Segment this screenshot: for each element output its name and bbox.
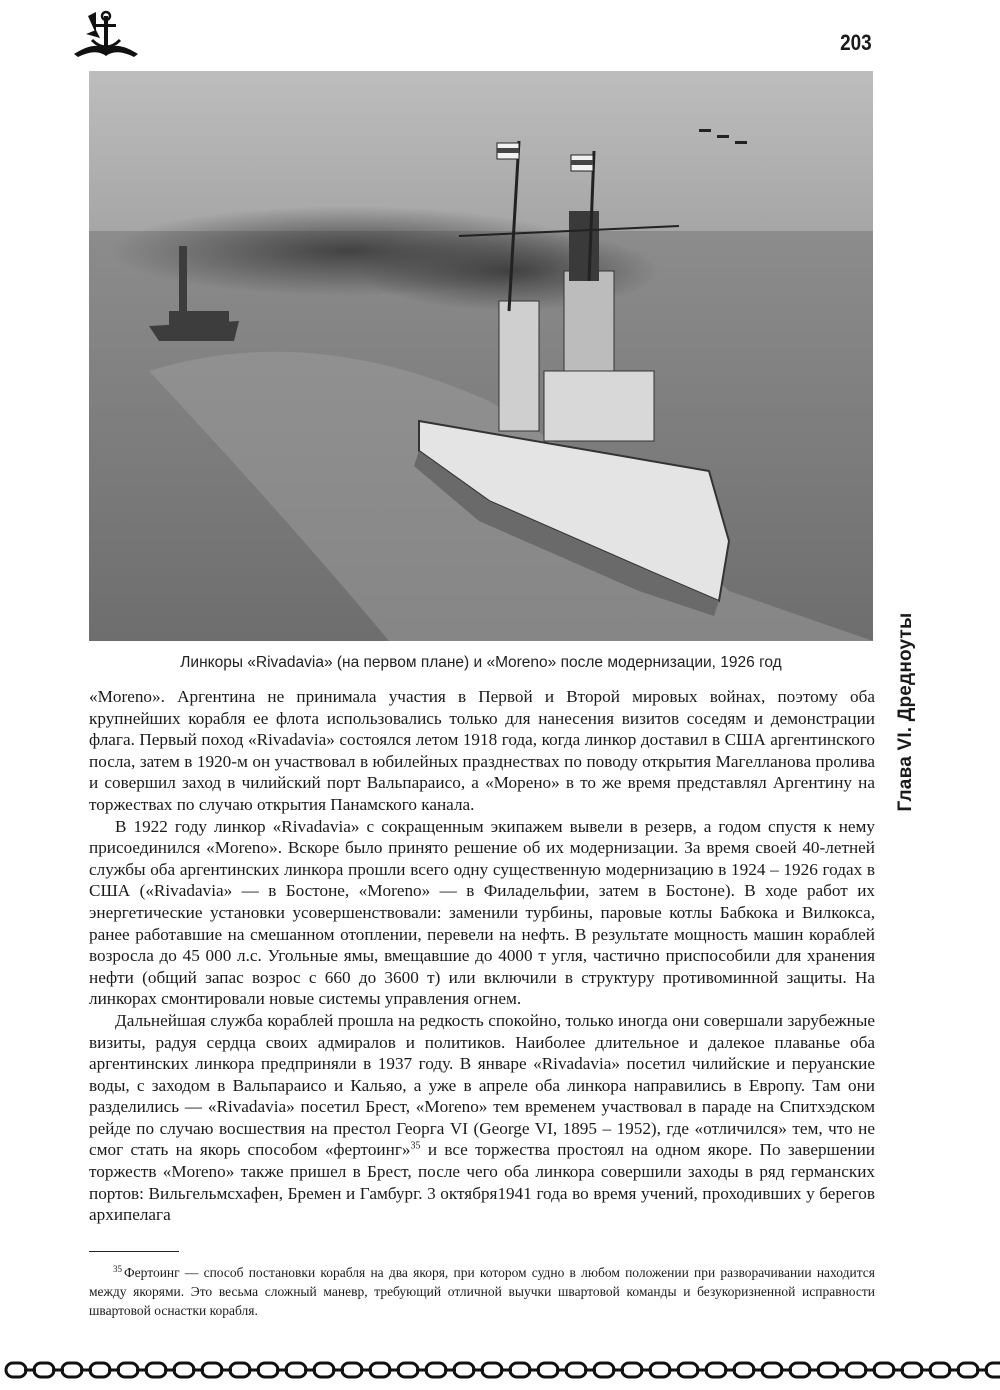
chain-link [230, 1363, 250, 1377]
chain-link [930, 1363, 950, 1377]
chain-link [118, 1363, 138, 1377]
footnote [89, 1263, 875, 1320]
chain-link [594, 1363, 614, 1377]
chain-link [678, 1363, 698, 1377]
footnote-number: 35 [113, 1263, 122, 1274]
body-text [89, 686, 875, 1226]
chain-link [62, 1363, 82, 1377]
paragraph-2: В 1922 году линкор «Rivadavia» с сокращенным экипажем вывели в резерв, а годом спустя к нему присоединился «Moreno». Вскоре было принято решение об их модернизации. За время своей 40-летней службы оба аргентинских линкора прошли всего одну существенную модернизацию в 1924 – 1926 годах в США («Rivadavia» — в Бостоне, «Moreno» — в Филадельфии, затем в Бостоне). В ходе работ их энергетические установки усовершенствовали: заменили турбины, паровые котлы Бабкока и Вилкокса, ранее работавшие на смешанном отоплении, перевели на нефть. В результате мощность машин кораблей возросла до 45 000 л.с. Угольные ямы, вмещавшие до 4000 т угля, частично приспособили для хранения нефти (общий запас возрос с 660 до 3600 т) или включили в структуру противоминной защиты. На линкорах смонтировали новые системы управления огнем. [89, 816, 875, 1009]
figure-caption: Линкоры «Rivadavia» (на первом плане) и «Moreno» после модернизации, 1926 год [180, 654, 782, 671]
chain-link [734, 1363, 754, 1377]
footnote-divider [89, 1251, 179, 1252]
chain-link [34, 1363, 54, 1377]
chain-border-icon [0, 1355, 1000, 1385]
chain-link [146, 1363, 166, 1377]
chapter-title: Глава VI. Дредноуты [895, 612, 916, 812]
chain-link [426, 1363, 446, 1377]
chain-link [454, 1363, 474, 1377]
chain-link [202, 1363, 222, 1377]
chain-link [314, 1363, 334, 1377]
chain-link [846, 1363, 866, 1377]
paragraph-1: «Moreno». Аргентина не принимала участия в Первой и Второй мировых войнах, поэтому оба крупнейших корабля ее флота использовались только для нанесения визитов соседям и демонстрации флага. Первый поход «Rivadavia» состоялся летом 1918 года, когда линкор доставил в США аргентинского посла, затем в 1920-м он участвовал в юбилейных празднествах по поводу открытия Магелланова пролива и совершил заход в чилийский порт Вальпараисо, а «Морено» в то же время представлял Аргентину на торжествах по случаю открытия Панамского канала. [89, 687, 875, 814]
chain-link [398, 1363, 418, 1377]
chain-link [902, 1363, 922, 1377]
chain-link [762, 1363, 782, 1377]
battleship-photo [89, 71, 873, 641]
chapter-title-vertical [884, 600, 928, 824]
chain-link [482, 1363, 502, 1377]
paragraph-3-continued: и все торжества простоял на одном якоре. По завершении торжеств «Moreno» также пришел в Брест, после чего оба линкора совершили заходы в ряд германских портов: Вильгельмсхафен, Бремен и Гамбург. 3 октября1941 года во время учений, проходивших у берегов архипелага [89, 1140, 875, 1225]
footnote-reference[interactable]: 35 [410, 1140, 421, 1152]
chain-link [650, 1363, 670, 1377]
chain-link [818, 1363, 838, 1377]
footnote-text: Фертоинг — способ постановки корабля на два якоря, при котором судно в любом положении при разворачивании находится между якорями. Это весьма сложный маневр, требующий отличной выучки швартовой команды и безукоризненной исправности швартовой оснастки корабля. [89, 1265, 875, 1318]
paragraph-3-text: Дальнейшая служба кораблей прошла на редкость спокойно, только иногда они совершали зарубежные визиты, радуя сердца своих адмиралов и политиков. Наиболее длительное и далекое плаванье оба аргентинских линкора предприняли в 1937 году. В январе «Rivadavia» посетил чилийские и перуанские воды, с заходом в Вальпараисо и Кальяо, а уже в апреле оба линкора направились в Европу. Там они разделились — «Rivadavia» посетил Брест, «Moreno» тем временем участвовал в параде на Спитхэдском рейде по случаю восшествия на престол Георга VI (George VI, 1895 – 1952), где «отличился» тем, что не смог стать на якорь способом «фертоинг» [89, 1010, 875, 1160]
page-number: 203 [840, 30, 872, 55]
chain-link [6, 1363, 26, 1377]
chain-link [342, 1363, 362, 1377]
paragraph-3 [89, 1010, 875, 1226]
chain-link [538, 1363, 558, 1377]
chain-link [90, 1363, 110, 1377]
chain-link [958, 1363, 978, 1377]
chain-link [510, 1363, 530, 1377]
chain-link [874, 1363, 894, 1377]
chain-link [566, 1363, 586, 1377]
chain-link [706, 1363, 726, 1377]
anchor-emblem-icon [66, 10, 144, 60]
chain-link [622, 1363, 642, 1377]
chain-link [174, 1363, 194, 1377]
chain-link [258, 1363, 278, 1377]
chain-link [986, 1363, 1000, 1377]
chain-link [790, 1363, 810, 1377]
chain-link [286, 1363, 306, 1377]
chain-link [370, 1363, 390, 1377]
